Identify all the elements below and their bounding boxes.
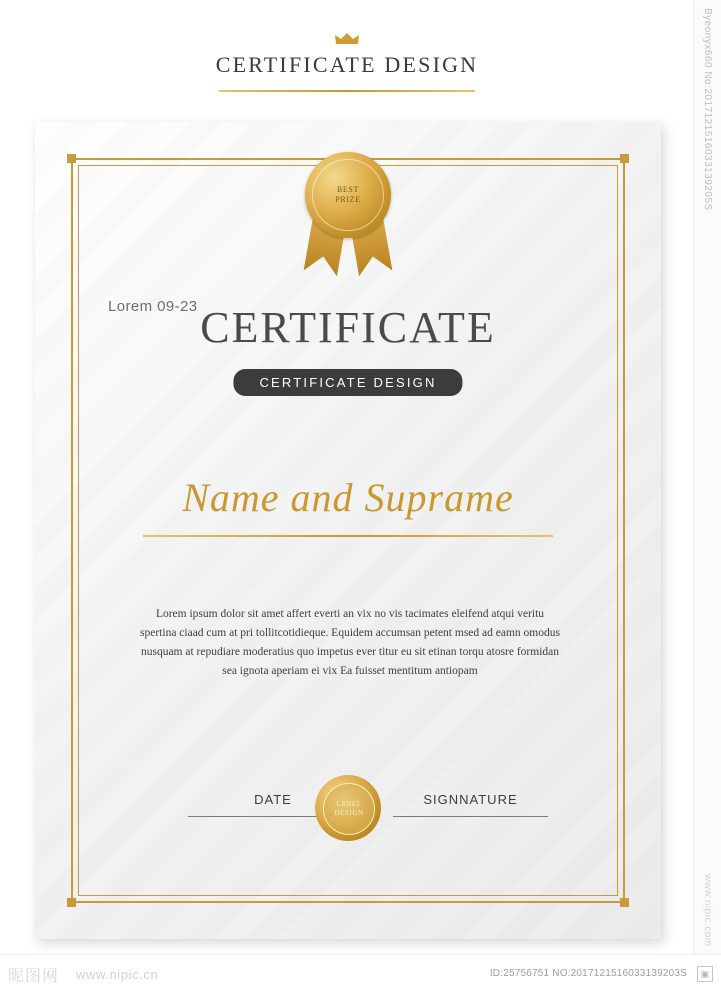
seal-line-1: LABEL bbox=[336, 800, 362, 808]
signature-label: SIGNNATURE bbox=[423, 792, 518, 807]
page-header bbox=[0, 0, 694, 112]
corner-ornament-bottom-left bbox=[67, 898, 76, 907]
badge-disc bbox=[305, 152, 391, 238]
signature-line bbox=[393, 816, 548, 817]
asset-id-text: ID:25756751 NO:2017121516033139203S bbox=[489, 968, 687, 979]
seal-inner-ring bbox=[323, 783, 375, 835]
seal-line-2: DESIGN bbox=[334, 809, 364, 817]
award-badge bbox=[288, 144, 408, 274]
issue-date-label: Lorem 09-23 bbox=[108, 298, 198, 315]
badge-text bbox=[335, 185, 360, 205]
right-watermark-strip bbox=[693, 0, 721, 955]
date-signature-label: DATE bbox=[254, 792, 292, 807]
certificate-subtitle-pill: CERTIFICATE DESIGN bbox=[233, 369, 462, 396]
badge-line-1: BEST bbox=[337, 185, 359, 194]
watermark-right-top: Byeonyx660 No:2017121516033139205S bbox=[702, 8, 713, 211]
corner-ornament-top-right bbox=[620, 154, 629, 163]
bottom-watermark-bar bbox=[0, 954, 721, 993]
brand-logo: 昵图网 bbox=[8, 966, 60, 985]
header-title: CERTIFICATE DESIGN bbox=[215, 52, 479, 77]
badge-line-2: PRIZE bbox=[335, 195, 361, 204]
recipient-name: Name and Suprame bbox=[182, 475, 514, 520]
crown-icon bbox=[334, 32, 360, 46]
header-divider bbox=[219, 90, 475, 92]
watermark-right-bottom: www.nipic.com bbox=[702, 874, 713, 947]
label-seal bbox=[315, 775, 381, 841]
certificate-body-text: Lorem ipsum dolor sit amet affert everti an vix no vis tacimates eleifend atqui veritu spertina ciaad cum at pri tollitcotidieque. Equidem accumsan petent msed ad eamn omodus nusquam at repudiare moderatius quo impetus ever titur eu sit etinan torqu atosre formidan sea ignota aperiam ei vix Ea fuisset mentitum antiopam bbox=[140, 608, 560, 677]
corner-ornament-bottom-right bbox=[620, 898, 629, 907]
frame-icon: ▣ bbox=[697, 966, 713, 982]
certificate-card bbox=[35, 122, 661, 939]
corner-ornament-top-left bbox=[67, 154, 76, 163]
certificate-title: CERTIFICATE bbox=[200, 303, 496, 352]
brand-url: www.nipic.cn bbox=[76, 967, 159, 982]
seal-text bbox=[334, 800, 363, 818]
recipient-name-divider bbox=[143, 535, 553, 537]
